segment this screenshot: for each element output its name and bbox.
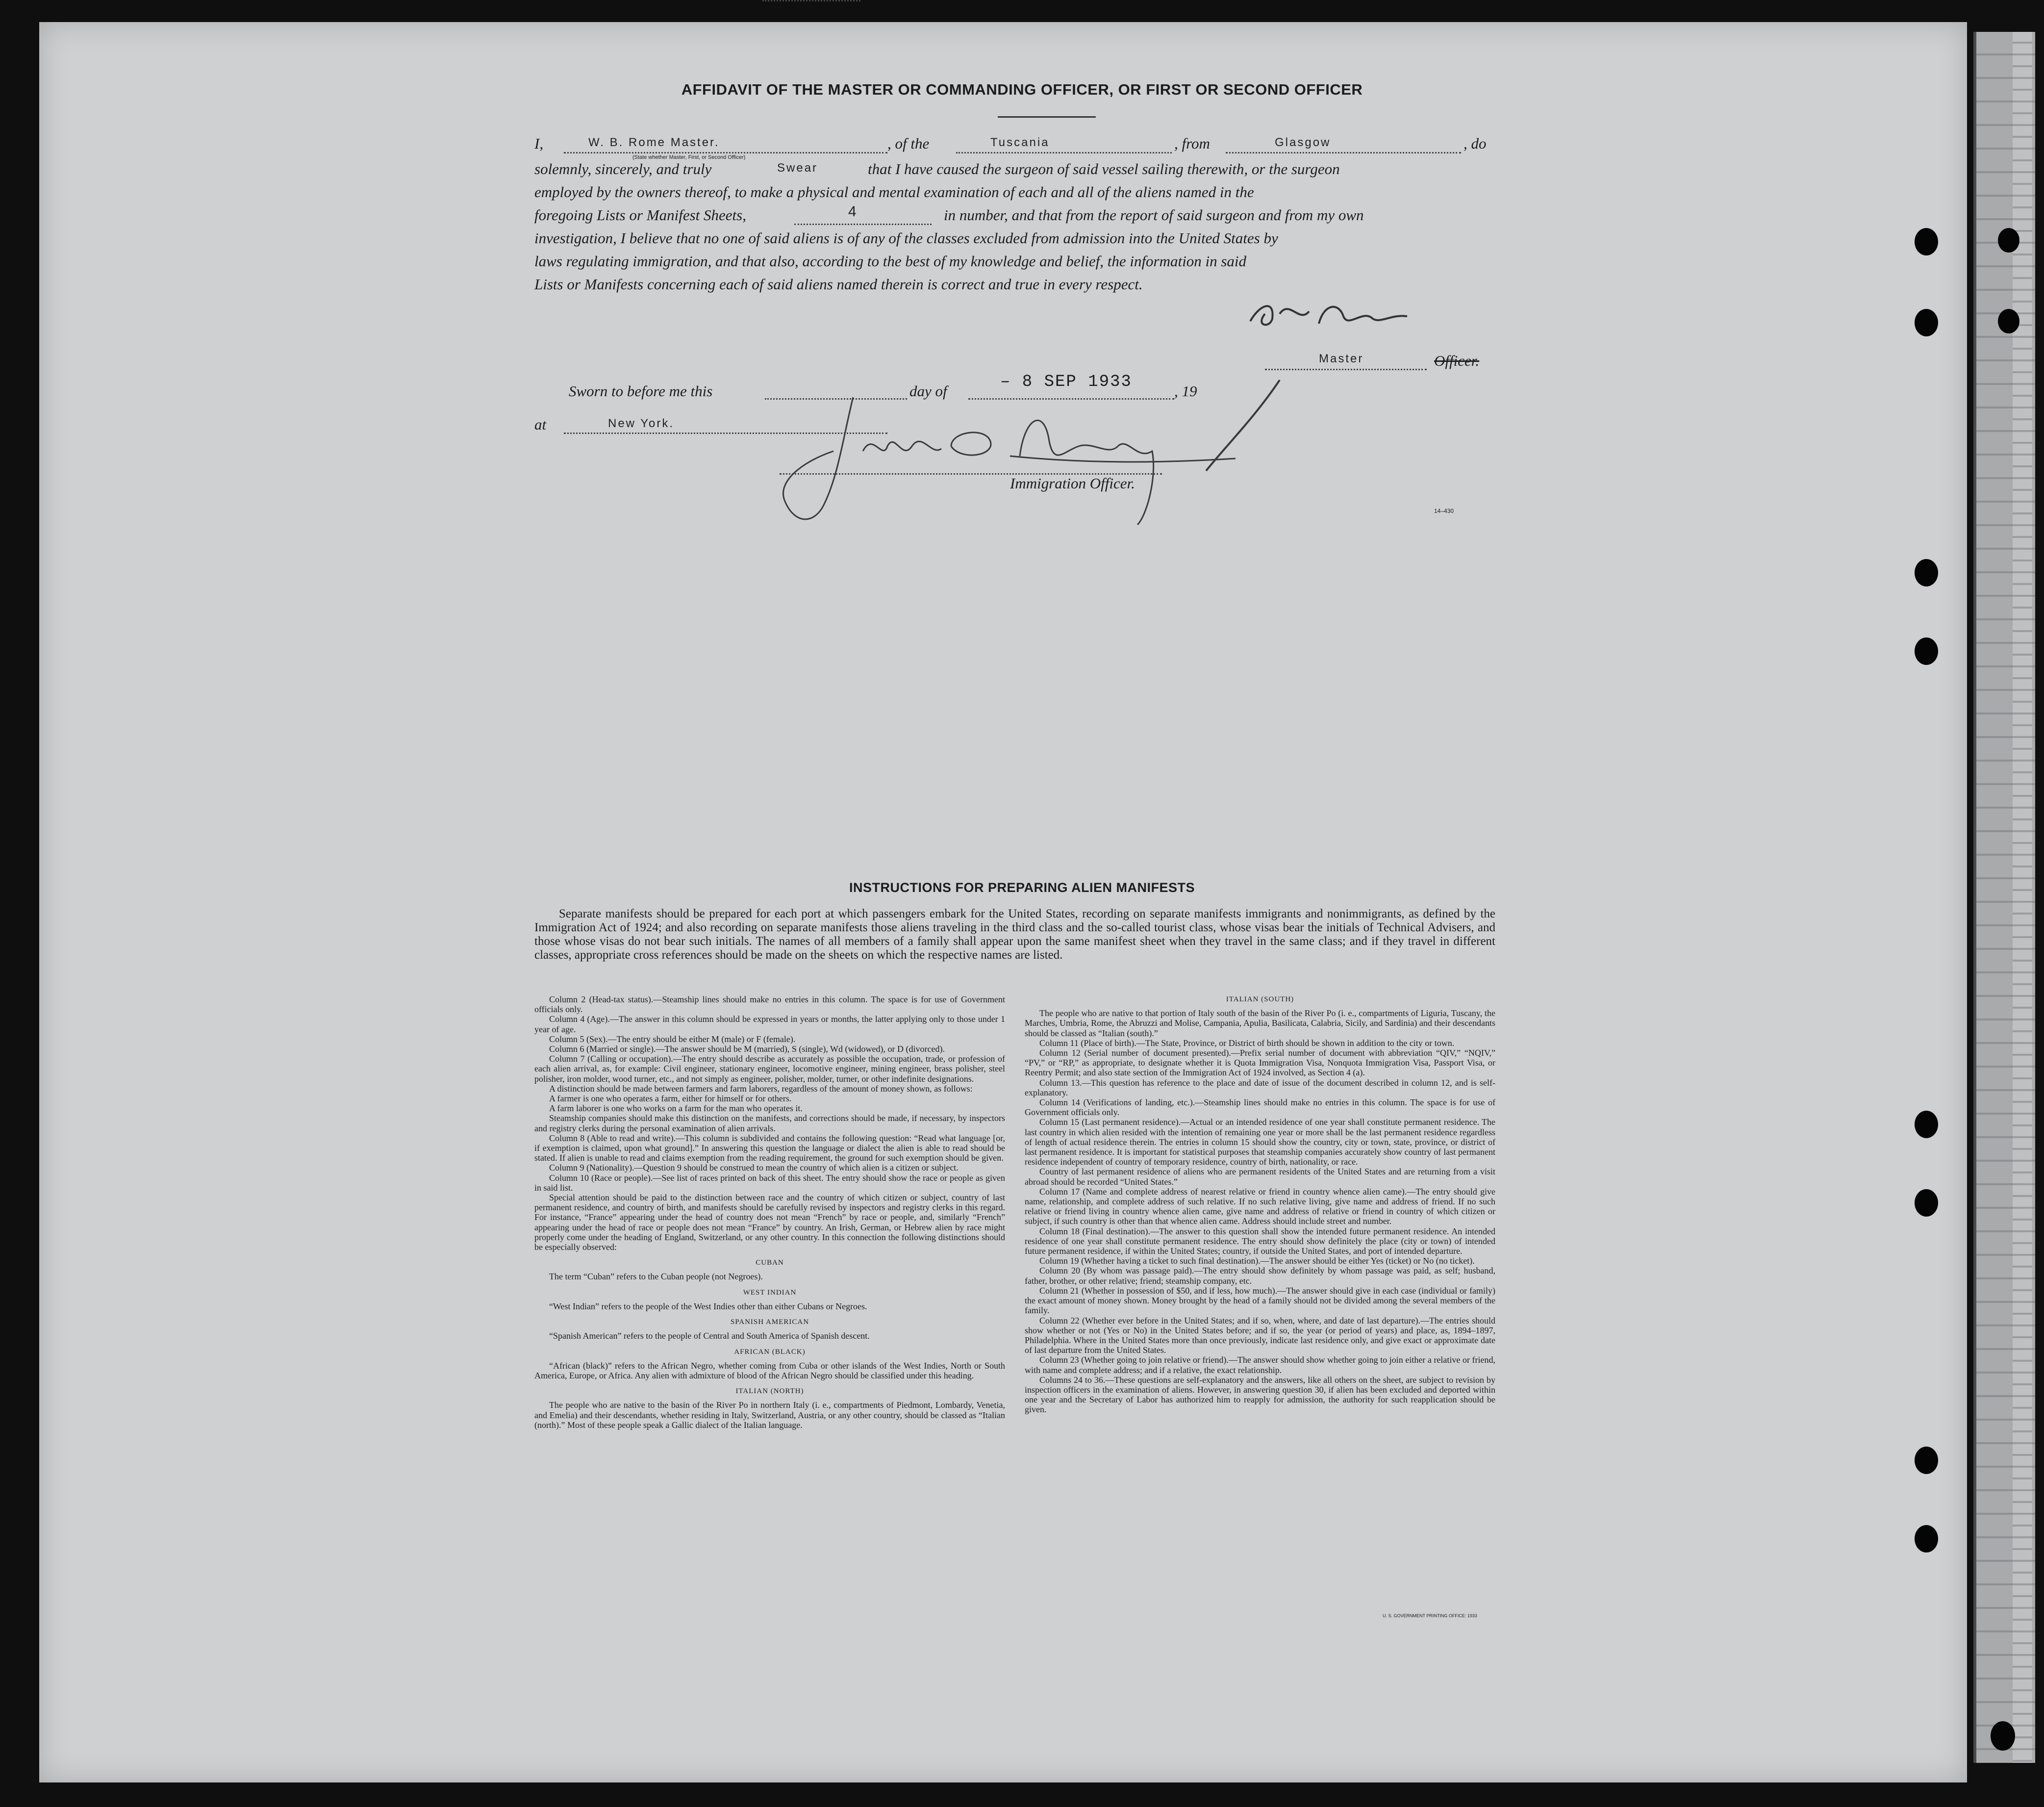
instruction-paragraph: Column 9 (Nationality).—Question 9 should be construed to mean the country of which alien is a citizen or subject. bbox=[549, 1163, 959, 1173]
line7-text: Lists or Manifests concerning each of said aliens named therein is correct and true in every respect. bbox=[534, 276, 1143, 293]
african-text: “African (black)” refers to the African Negro, whether coming from Cuba or other islands of the West Indies, North or South America, Europe, or Africa. Any alien with admixture of blood of the African Negro should be classified under this heading. bbox=[534, 1360, 1005, 1380]
west-indian-heading: WEST INDIAN bbox=[743, 1288, 797, 1297]
binder-hole bbox=[1915, 1189, 1938, 1217]
binder-hole bbox=[1915, 637, 1938, 665]
port-line bbox=[1226, 152, 1461, 153]
immigration-officer-label: Immigration Officer. bbox=[1010, 475, 1135, 492]
affidavit-i: I, bbox=[534, 135, 544, 152]
instruction-paragraph: Country of last permanent residence of aliens who are permanent residents of the United States and are returning from a visit abroad should be recorded “United States.” bbox=[1025, 1167, 1495, 1187]
instructions-title: INSTRUCTIONS FOR PREPARING ALIEN MANIFESTS bbox=[849, 880, 1195, 895]
instruction-paragraph: Steamship companies should make this distinction on the manifests, and corrections should be made, if necessary, by inspectors and registry clerks during the personal examination of alien arrivals. bbox=[534, 1113, 1005, 1133]
instruction-paragraph: Column 21 (Whether in possession of $50, and if less, how much).—The answer should give in each case (individual or family) the exact amount of money shown. Money brought by the head of a family should not be divided among the several members of the family. bbox=[1025, 1285, 1495, 1316]
line4-prefix: foregoing Lists or Manifest Sheets, bbox=[534, 206, 746, 224]
affidavit-title: AFFIDAVIT OF THE MASTER OR COMMANDING OFFICER, OR FIRST OR SECOND OFFICER bbox=[681, 81, 1363, 98]
binder-hole bbox=[1915, 1525, 1938, 1552]
oath-value: Swear bbox=[777, 161, 818, 175]
binder-hole bbox=[1998, 309, 2019, 333]
day-of-label: day of bbox=[909, 382, 947, 400]
spanish-american-text: “Spanish American” refers to the people of Central and South America of Spanish descent. bbox=[549, 1331, 870, 1341]
african-heading: AFRICAN (BLACK) bbox=[734, 1348, 806, 1356]
sheets-line bbox=[794, 224, 932, 225]
form-number: 14–430 bbox=[1434, 508, 1454, 514]
title-rule bbox=[998, 116, 1096, 118]
italian-north-text: The people who are native to the basin of the River Po in northern Italy (i. e., compartments of Piedmont, Lombardy, Venetia, and Emelia) and their descendants, whether residing in Italy, Switzerland, Austria, or any other country, should be classed as “Italian (north).” Most of these people speak a Gallic dialect of the Italian language. bbox=[534, 1400, 1005, 1430]
port-value: Glasgow bbox=[1275, 136, 1331, 149]
instruction-paragraph: Column 5 (Sex).—The entry should be either M (male) or F (female). bbox=[549, 1034, 796, 1044]
of-the-label: , of the bbox=[887, 135, 930, 152]
binder-hole bbox=[1915, 559, 1938, 586]
line6-text: laws regulating immigration, and that also, according to the best of my knowledge and belief, the information in said bbox=[534, 253, 1247, 270]
officer-label: Officer. bbox=[1434, 352, 1480, 369]
binder-hole bbox=[1915, 309, 1938, 336]
instruction-paragraph: A farmer is one who operates a farm, either for himself or for others. bbox=[549, 1094, 792, 1104]
sworn-label: Sworn to before me this bbox=[569, 382, 713, 400]
spanish-american-heading: SPANISH AMERICAN bbox=[730, 1318, 809, 1326]
rank-line bbox=[1265, 369, 1427, 370]
vessel-line bbox=[956, 152, 1172, 153]
binder-hole bbox=[1998, 228, 2019, 253]
west-indian-text: “West Indian” refers to the people of the West Indies other than either Cubans or Negroes. bbox=[549, 1301, 867, 1311]
cuban-heading: CUBAN bbox=[756, 1259, 784, 1267]
instruction-paragraph: Column 22 (Whether ever before in the United States; and if so, when, where, and date of last departure).—The entries should show whether or not (Yes or No) in the United States before; and if so, the year (or period of years) and place, as, 1894–1897, Philadelphia. Where in the United States more than once previously, indicate last residence only, and give exact or approximate date of last departure from the United States. bbox=[1025, 1315, 1495, 1355]
year-label: , 19 bbox=[1174, 382, 1197, 400]
instruction-paragraph: Column 4 (Age).—The answer in this column should be expressed in years or months, the latter applying only to those under 1 year of age. bbox=[534, 1014, 1005, 1034]
instruction-paragraph: A distinction should be made between farmers and farm laborers, regardless of the amount of money shown, as follows: bbox=[549, 1083, 973, 1094]
vessel-value: Tuscania bbox=[990, 136, 1050, 149]
binder-hole bbox=[1915, 1111, 1938, 1138]
line5-text: investigation, I believe that no one of said aliens is of any of the classes excluded from admission into the United States by bbox=[534, 229, 1278, 247]
printer-note: U. S. GOVERNMENT PRINTING OFFICE: 1933 bbox=[1383, 1613, 1477, 1618]
instruction-paragraph: Columns 24 to 36.—These questions are self-explanatory and the answers, like all others on the sheet, are subject to revision by inspection officers in the examination of aliens. However, in answering question 30, if alien has been excluded and deported within one year and the Secretary of Labor has authorized him to reapply for admission, the authority for such reapplication should be given. bbox=[1025, 1374, 1495, 1415]
next-page-ruled-edge bbox=[2013, 32, 2032, 1763]
binder-hole bbox=[1915, 1447, 1938, 1474]
instruction-paragraph: Column 19 (Whether having a ticket to such final destination).—The answer should be either Yes (ticket) or No (no ticket). bbox=[1039, 1256, 1475, 1266]
instruction-paragraph: The people who are native to that portion of Italy south of the basin of the River Po (i. e., compartments of Liguria, Tuscany, the Marches, Umbria, Rome, the Abruzzi and Molise, Campania, Apulia, Basilicata, Calabria, Sicily, and Sardinia) and their descendants should be classed as “Italian (south).” bbox=[1025, 1008, 1495, 1038]
instruction-paragraph: Column 12 (Serial number of document presented).—Prefix serial number of document with abbreviation “QIV,” “NQIV,” “PV,” or “RP,” as appropriate, to designate whether it is Quota Immigration Visa, Nonquota Immigration Visa, Passport Visa, or Reentry Permit; and also state section of the Immigration Act of 1924 involved, as Section 4 (a). bbox=[1025, 1048, 1495, 1078]
rank-value: Master bbox=[1319, 352, 1364, 365]
instruction-paragraph: Column 7 (Calling or occupation).—The entry should describe as accurately as possible the occupation, trade, or profession of each alien arrival, as, for example: Civil engineer, stationary engineer, locomotive engineer, mining engineer, brass polisher, steel polisher, iron molder, wood turner, etc., and not simply as engineer, polisher, molder, turner, or other indefinite designations. bbox=[534, 1054, 1005, 1084]
at-label: at bbox=[534, 416, 547, 433]
instructions-intro: Separate manifests should be prepared for each port at which passengers embark for the United States, recording on separate manifests immigrants and nonimmigrants, as defined by the Immigration Act of 1924; and also recording on separate manifests those aliens traveling in the third class and the so-called tourist class, whose visas bear the initials of Technical Advisers, and those whose visas do not bear such initials. The names of all members of a family shall appear upon the same manifest sheet when they travel in the same class; and if they travel in different classes, appropriate cross references should be made on the sheets on which the respective names are listed. bbox=[534, 907, 1495, 962]
instruction-paragraph: A farm laborer is one who works on a farm for the man who operates it. bbox=[549, 1103, 803, 1114]
italian-north-heading: ITALIAN (NORTH) bbox=[735, 1387, 804, 1396]
officer-name-line bbox=[564, 152, 887, 153]
instruction-paragraph: Column 2 (Head-tax status).—Steamship lines should make no entries in this column. The space is for use of Government officials only. bbox=[534, 994, 1005, 1015]
solemnly-text: solemnly, sincerely, and truly bbox=[534, 160, 712, 178]
instruction-paragraph: Column 11 (Place of birth).—The State, Province, or District of birth should be shown in addition to the city or town. bbox=[1039, 1038, 1455, 1048]
instruction-paragraph: Column 23 (Whether going to join relative or friend).—The answer should show whether going to join either a relative or friend, with name and complete address; and if a relative, the exact relationship. bbox=[1025, 1355, 1495, 1375]
instruction-paragraph: Column 18 (Final destination).—The answer to this question shall show the intended future permanent residence. An intended residence of one year shall constitute permanent residence. The entry should show definitely the place (city or town) of intended future permanent residence, if within the United States; country, if outside the United States, and port of intended departure. bbox=[1025, 1226, 1495, 1256]
instructions-left-column bbox=[534, 994, 1005, 1430]
immigration-officer-signature bbox=[765, 378, 1304, 539]
instruction-paragraph: Special attention should be paid to the distinction between race and the country of which citizen or subject, country of last permanent residence, and country of birth, and manifests should be carefully revised by inspectors and registry clerks in this regard. For instance, “France” appearing under the head of country does not mean “French” by race or people, and, similarly “French” appearing under the head of race or people does not mean “France” by country. An Irish, German, or Hebrew alien by race might properly come under the heading of England, Switzerland, or any other country. In this connection the following distinctions should be especially observed: bbox=[534, 1193, 1005, 1252]
instruction-paragraph: Column 13.—This question has reference to the place and date of issue of the document described in column 12, and is self-explanatory. bbox=[1025, 1077, 1495, 1097]
cuban-text: The term “Cuban” refers to the Cuban people (not Negroes). bbox=[549, 1272, 763, 1282]
place-value: New York. bbox=[608, 417, 675, 430]
do-label: , do bbox=[1464, 135, 1487, 152]
instruction-paragraph: Column 17 (Name and complete address of nearest relative or friend in country whence alien came).—The entry should give name, relationship, and complete address of such relative. If no such relative living, give name and address of friend. If no such relative or friend living in country whence alien came, give name and address of relative or friend in country of which citizen or subject, if such country is other than that whence alien came. Address should include street and number. bbox=[1025, 1186, 1495, 1226]
oath-line bbox=[762, 0, 860, 1]
officer-name-value: W. B. Rome Master. bbox=[588, 136, 720, 149]
line2-text: that I have caused the surgeon of said vessel sailing therewith, or the surgeon bbox=[868, 160, 1340, 178]
instructions-section bbox=[534, 907, 1495, 1430]
date-stamp: – 8 SEP 1933 bbox=[1000, 373, 1132, 391]
instruction-paragraph: Column 10 (Race or people).—See list of races printed on back of this sheet. The entry should show the race or people as given in said list. bbox=[534, 1172, 1005, 1193]
instruction-paragraph: Column 15 (Last permanent residence).—Actual or an intended residence of one year shall constitute permanent residence. The last country in which alien resided with the intention of remaining one year or more shall be the last permanent residence regardless of length of actual residence therein. The entries in column 15 should show the country, city or town, state, province, or district of last permanent residence. It is important for statistical purposes that steamship companies accurately show country of last permanent residence independent of country of temporary residence, country of birth, nationality, or race. bbox=[1025, 1117, 1495, 1167]
instruction-paragraph: Column 8 (Able to read and write).—This column is subdivided and contains the following question: “Read what language [or, if exemption is claimed, upon what ground].” In answering this question the language or dialect the alien is able to read should be stated. If alien is unable to read and claims exemption from the reading requirement, the ground for such exemption should be given. bbox=[534, 1133, 1005, 1163]
instruction-paragraph: Column 20 (By whom was passage paid).—The entry should show definitely by whom passage was paid, as self; husband, father, brother, or other relative; friend; steamship company, etc. bbox=[1025, 1266, 1495, 1286]
officer-name-note: (State whether Master, First, or Second Officer) bbox=[632, 154, 746, 160]
instructions-right-column bbox=[1025, 994, 1495, 1415]
sheets-value: 4 bbox=[848, 204, 858, 220]
line4-suffix: in number, and that from the report of said surgeon and from my own bbox=[944, 206, 1364, 224]
line3-text: employed by the owners thereof, to make a physical and mental examination of each and all of the aliens named in the bbox=[534, 183, 1254, 201]
instruction-paragraph: Column 6 (Married or single).—The answer should be M (married), S (single), Wd (widowed), or D (divorced). bbox=[549, 1044, 945, 1054]
binder-hole bbox=[1915, 228, 1938, 255]
binder-hole bbox=[1991, 1721, 2015, 1751]
from-label: , from bbox=[1174, 135, 1210, 152]
italian-south-heading: ITALIAN (SOUTH) bbox=[1226, 995, 1294, 1003]
instruction-paragraph: Column 14 (Verifications of landing, etc.).—Steamship lines should make no entries in this column. The space is for use of Government officials only. bbox=[1025, 1097, 1495, 1118]
master-signature bbox=[1245, 294, 1432, 333]
